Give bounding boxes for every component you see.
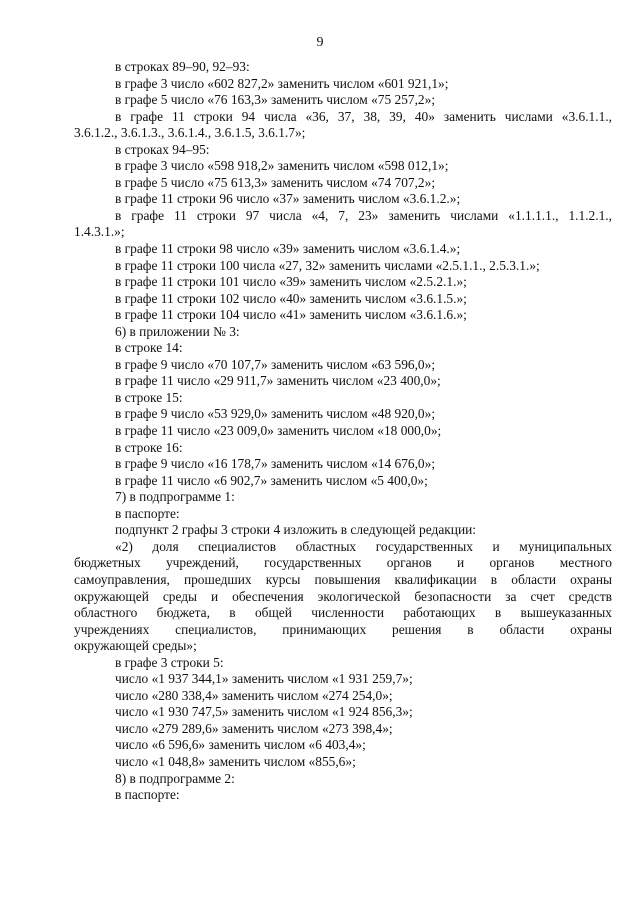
- text-line: число «279 289,6» заменить числом «273 398,4»;: [115, 720, 393, 736]
- text-line: в графе 11 строки 101 число «39» заменить числом «2.5.2.1.»;: [115, 274, 467, 290]
- text-line: в графе 11 строки 96 число «37» заменить числом «3.6.1.2.»;: [115, 191, 461, 207]
- text-line: 1.4.3.1.»;: [74, 224, 125, 240]
- text-line: в графе 3 строки 5:: [115, 654, 224, 670]
- text-line: в графе 5 число «76 163,3» заменить числом «75 257,2»;: [115, 92, 436, 108]
- text-line: в графе 9 число «53 929,0» заменить числом «48 920,0»;: [115, 406, 436, 422]
- text-line: в графе 11 число «23 009,0» заменить числом «18 000,0»;: [115, 423, 442, 439]
- text-line: в графе 3 число «602 827,2» заменить числом «601 921,1»;: [115, 75, 449, 91]
- text-line: окружающей среды»;: [74, 638, 197, 654]
- text-line: 8) в подпрограмме 2:: [115, 770, 235, 786]
- text-line: областного бюджета, в общей численности работающих в вышеуказанных: [74, 605, 612, 621]
- text-line: в строках 94–95:: [115, 141, 210, 157]
- text-line: 3.6.1.2., 3.6.1.3., 3.6.1.4., 3.6.1.5, 3.6.1.7»;: [74, 125, 306, 141]
- text-line: в графе 11 строки 100 числа «27, 32» заменить числами «2.5.1.1., 2.5.3.1.»;: [115, 257, 540, 273]
- text-line: самоуправления, прошедших курсы повышения квалификации в области охраны: [74, 571, 612, 587]
- text-line: 6) в приложении № 3:: [115, 323, 240, 339]
- text-line: в графе 5 число «75 613,3» заменить числом «74 707,2»;: [115, 174, 436, 190]
- text-line: подпункт 2 графы 3 строки 4 изложить в следующей редакции:: [115, 522, 477, 538]
- text-line: в графе 9 число «70 107,7» заменить числом «63 596,0»;: [115, 356, 436, 372]
- text-line: в строках 89–90, 92–93:: [115, 59, 250, 74]
- text-line: в графе 11 число «6 902,7» заменить числом «5 400,0»;: [115, 472, 428, 488]
- text-line: в графе 11 число «29 911,7» заменить числом «23 400,0»;: [115, 373, 441, 389]
- text-line: в графе 9 число «16 178,7» заменить числом «14 676,0»;: [115, 456, 436, 472]
- text-line: в паспорте:: [115, 505, 180, 521]
- text-line: в строке 14:: [115, 340, 183, 356]
- text-line: в графе 11 строки 102 число «40» заменить числом «3.6.1.5.»;: [115, 290, 467, 306]
- text-line: в графе 11 строки 98 число «39» заменить числом «3.6.1.4.»;: [115, 241, 461, 257]
- document-body: [74, 59, 612, 804]
- text-line: «2) доля специалистов областных государственных и муниципальных: [115, 538, 612, 554]
- text-line: 7) в подпрограмме 1:: [115, 489, 235, 505]
- text-line: в графе 3 число «598 918,2» заменить числом «598 012,1»;: [115, 158, 449, 174]
- text-line: число «6 596,6» заменить числом «6 403,4»;: [115, 737, 366, 753]
- text-line: окружающей среды и обеспечения экологической безопасности за счет средств: [74, 588, 612, 604]
- page-number: 9: [316, 35, 324, 50]
- text-line: в паспорте:: [115, 787, 180, 803]
- text-line: учреждениях специалистов, принимающих решения в области охраны: [74, 621, 612, 637]
- text-line: в строке 16:: [115, 439, 183, 455]
- text-line: в строке 15:: [115, 389, 183, 405]
- text-line: в графе 11 строки 94 числа «36, 37, 38, 39, 40» заменить числами «3.6.1.1.,: [115, 108, 612, 124]
- text-line: в графе 11 строки 104 число «41» заменить числом «3.6.1.6.»;: [115, 307, 467, 323]
- text-line: число «280 338,4» заменить числом «274 254,0»;: [115, 687, 393, 703]
- text-line: число «1 930 747,5» заменить числом «1 924 856,3»;: [115, 704, 413, 720]
- text-line: число «1 048,8» заменить числом «855,6»;: [115, 753, 356, 769]
- text-line: число «1 937 344,1» заменить числом «1 931 259,7»;: [115, 671, 413, 687]
- text-line: бюджетных учреждений, государственных органов и органов местного: [74, 555, 612, 571]
- text-line: в графе 11 строки 97 числа «4, 7, 23» заменить числами «1.1.1.1., 1.1.2.1.,: [115, 207, 612, 223]
